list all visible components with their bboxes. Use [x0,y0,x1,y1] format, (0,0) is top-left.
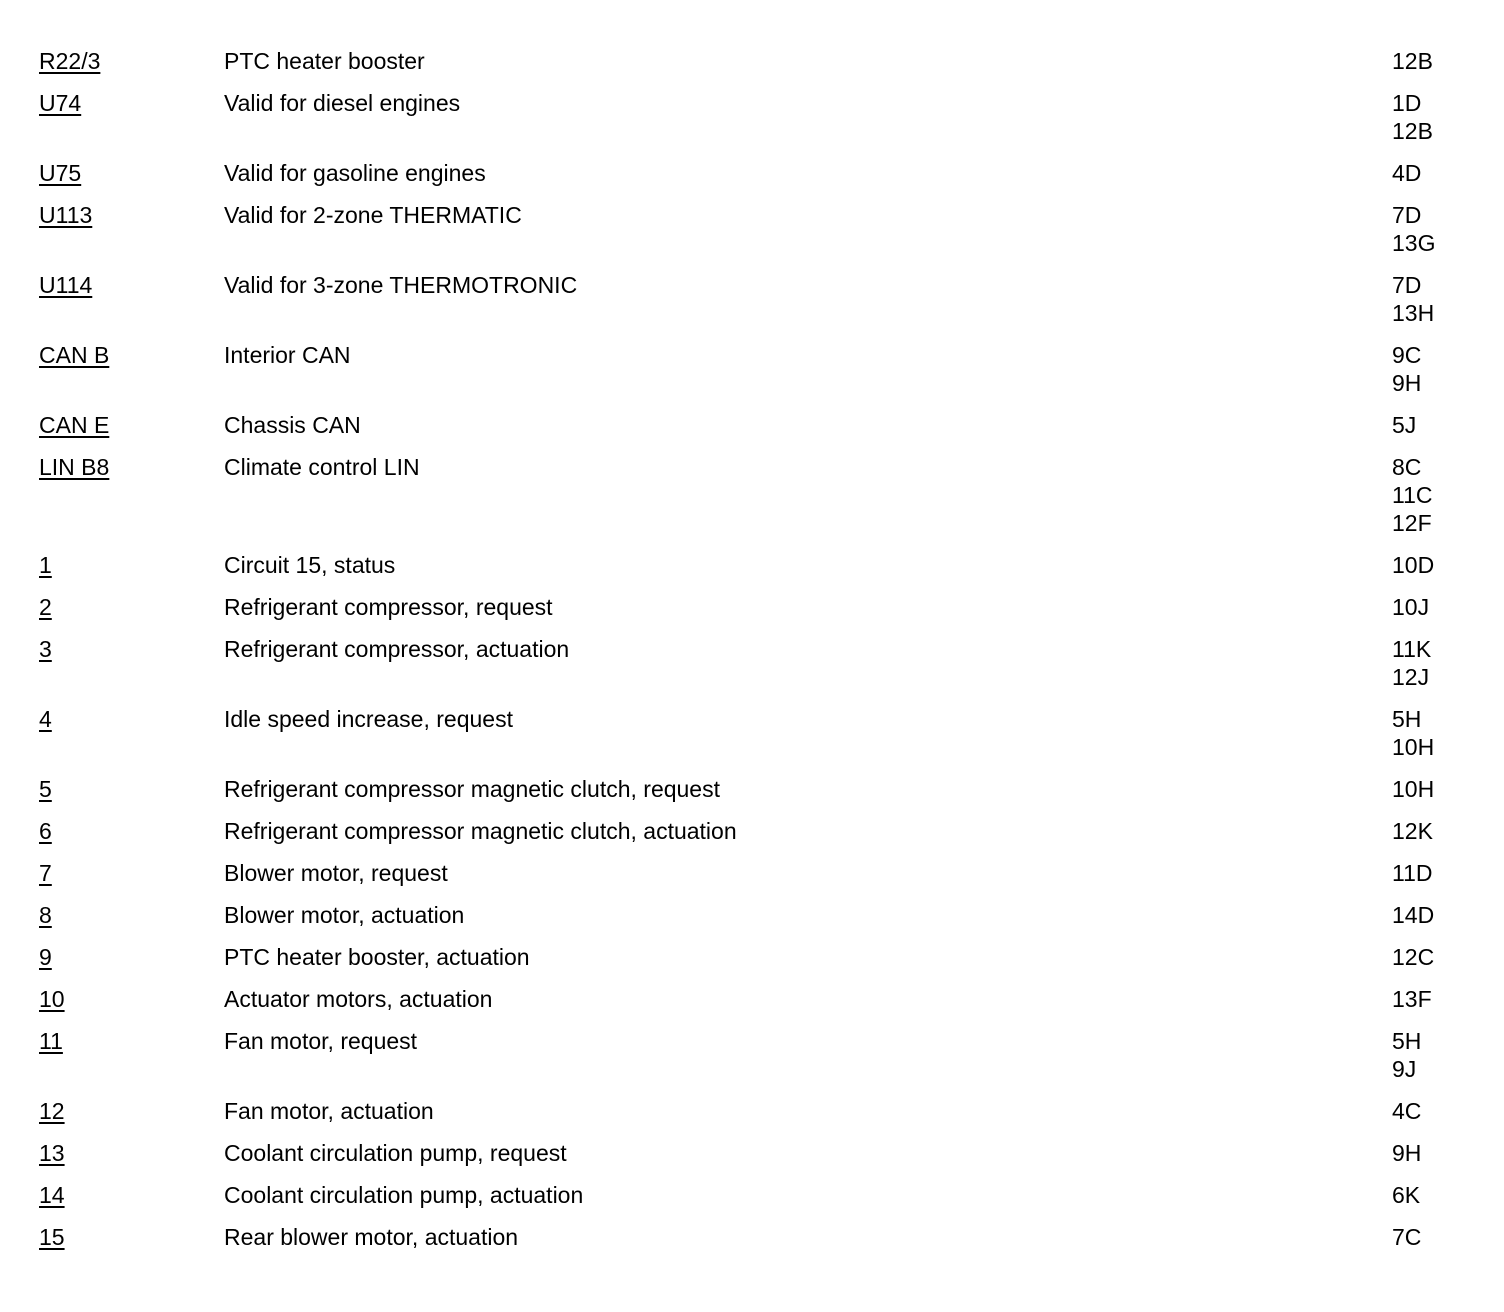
legend-row [0,859,1504,887]
component-description: Rear blower motor, actuation [224,1224,519,1250]
legend-row [0,901,1504,929]
grid-reference: 12C [1392,944,1435,970]
grid-reference: 12K [1392,818,1433,844]
component-description: Refrigerant compressor magnetic clutch, request [224,776,720,802]
component-code-link[interactable]: U113 [39,202,93,228]
component-description: Valid for 3-zone THERMOTRONIC [224,272,578,298]
legend-row [0,453,1504,537]
component-description: Circuit 15, status [224,552,396,578]
grid-reference: 5H [1392,706,1422,732]
grid-reference: 9H [1392,1140,1422,1166]
component-description: Actuator motors, actuation [224,986,493,1012]
legend-row [0,593,1504,621]
grid-references [1392,775,1504,803]
component-code-link[interactable]: LIN B8 [39,454,110,480]
grid-references [1392,705,1504,761]
component-code-link[interactable]: 11 [39,1028,63,1054]
grid-reference: 10J [1392,594,1430,620]
component-description: Blower motor, actuation [224,902,465,928]
grid-references [1392,89,1504,145]
component-code-link[interactable]: 1 [39,552,52,578]
component-description: Fan motor, request [224,1028,418,1054]
component-code-link[interactable]: U114 [39,272,93,298]
grid-reference: 5H [1392,1028,1422,1054]
grid-references [1392,635,1504,691]
grid-reference: 10H [1392,734,1435,760]
legend-row [0,985,1504,1013]
grid-references [1392,943,1504,971]
legend-row [0,271,1504,327]
grid-references [1392,1181,1504,1209]
grid-references [1392,817,1504,845]
grid-reference: 13F [1392,986,1432,1012]
component-code-link[interactable]: 2 [39,594,52,620]
grid-reference: 9J [1392,1056,1417,1082]
component-description: Refrigerant compressor magnetic clutch, actuation [224,818,737,844]
component-description: Valid for gasoline engines [224,160,486,186]
grid-references [1392,1139,1504,1167]
component-description: Climate control LIN [224,454,420,480]
component-description: Refrigerant compressor, request [224,594,553,620]
grid-reference: 13H [1392,300,1435,326]
component-code-link[interactable]: R22/3 [39,48,101,74]
grid-reference: 12F [1392,510,1432,536]
legend-row [0,775,1504,803]
component-description: PTC heater booster, actuation [224,944,530,970]
component-description: Fan motor, actuation [224,1098,434,1124]
grid-references [1392,985,1504,1013]
component-code-link[interactable]: 4 [39,706,52,732]
legend-row [0,1223,1504,1251]
component-code-link[interactable]: 3 [39,636,52,662]
grid-reference: 12J [1392,664,1430,690]
grid-references [1392,901,1504,929]
component-code-link[interactable]: 8 [39,902,52,928]
grid-references [1392,453,1504,537]
grid-reference: 7D [1392,272,1422,298]
grid-reference: 11C [1392,482,1433,508]
component-description: Interior CAN [224,342,351,368]
component-description: Valid for 2-zone THERMATIC [224,202,522,228]
legend-row [0,201,1504,257]
legend-row [0,817,1504,845]
grid-references [1392,411,1504,439]
grid-reference: 9H [1392,370,1422,396]
grid-reference: 1D [1392,90,1422,116]
grid-references [1392,201,1504,257]
grid-reference: 6K [1392,1182,1421,1208]
component-code-link[interactable]: U75 [39,160,82,186]
grid-references [1392,341,1504,397]
component-description: PTC heater booster [224,48,425,74]
grid-reference: 11D [1392,860,1433,886]
component-code-link[interactable]: CAN E [39,412,110,438]
component-code-link[interactable]: 10 [39,986,65,1012]
legend-row [0,705,1504,761]
grid-reference: 4C [1392,1098,1422,1124]
grid-reference: 7C [1392,1224,1422,1250]
component-code-link[interactable]: 6 [39,818,52,844]
legend-row [0,1139,1504,1167]
component-code-link[interactable]: 13 [39,1140,65,1166]
grid-reference: 11K [1392,636,1432,662]
grid-reference: 13G [1392,230,1436,256]
legend-row [0,159,1504,187]
grid-references [1392,859,1504,887]
component-code-link[interactable]: 14 [39,1182,65,1208]
component-code-link[interactable]: 15 [39,1224,65,1250]
grid-references [1392,1027,1504,1083]
grid-references [1392,593,1504,621]
grid-reference: 14D [1392,902,1435,928]
grid-reference: 7D [1392,202,1422,228]
legend-row [0,411,1504,439]
component-code-link[interactable]: 12 [39,1098,65,1124]
component-code-link[interactable]: 7 [39,860,52,886]
legend-row [0,1027,1504,1083]
component-description: Coolant circulation pump, actuation [224,1182,584,1208]
grid-references [1392,1097,1504,1125]
component-code-link[interactable]: 9 [39,944,52,970]
component-description: Blower motor, request [224,860,448,886]
grid-references [1392,159,1504,187]
grid-references [1392,271,1504,327]
grid-reference: 5J [1392,412,1417,438]
legend-row [0,1181,1504,1209]
grid-reference: 8C [1392,454,1422,480]
component-description: Valid for diesel engines [224,90,461,116]
component-description: Refrigerant compressor, actuation [224,636,570,662]
legend-row [0,47,1504,75]
legend-row [0,1097,1504,1125]
component-description: Coolant circulation pump, request [224,1140,567,1166]
component-code-link[interactable]: U74 [39,90,82,116]
component-description: Chassis CAN [224,412,361,438]
grid-references [1392,47,1504,75]
grid-reference: 12B [1392,118,1433,144]
grid-reference: 10H [1392,776,1435,802]
grid-references [1392,551,1504,579]
grid-reference: 10D [1392,552,1435,578]
grid-references [1392,1223,1504,1251]
component-code-link[interactable]: CAN B [39,342,110,368]
grid-reference: 4D [1392,160,1422,186]
legend-row [0,341,1504,397]
grid-reference: 12B [1392,48,1433,74]
legend-row [0,551,1504,579]
legend-row [0,89,1504,145]
legend-row [0,943,1504,971]
component-description: Idle speed increase, request [224,706,513,732]
grid-reference: 9C [1392,342,1422,368]
component-code-link[interactable]: 5 [39,776,52,802]
legend-row [0,635,1504,691]
